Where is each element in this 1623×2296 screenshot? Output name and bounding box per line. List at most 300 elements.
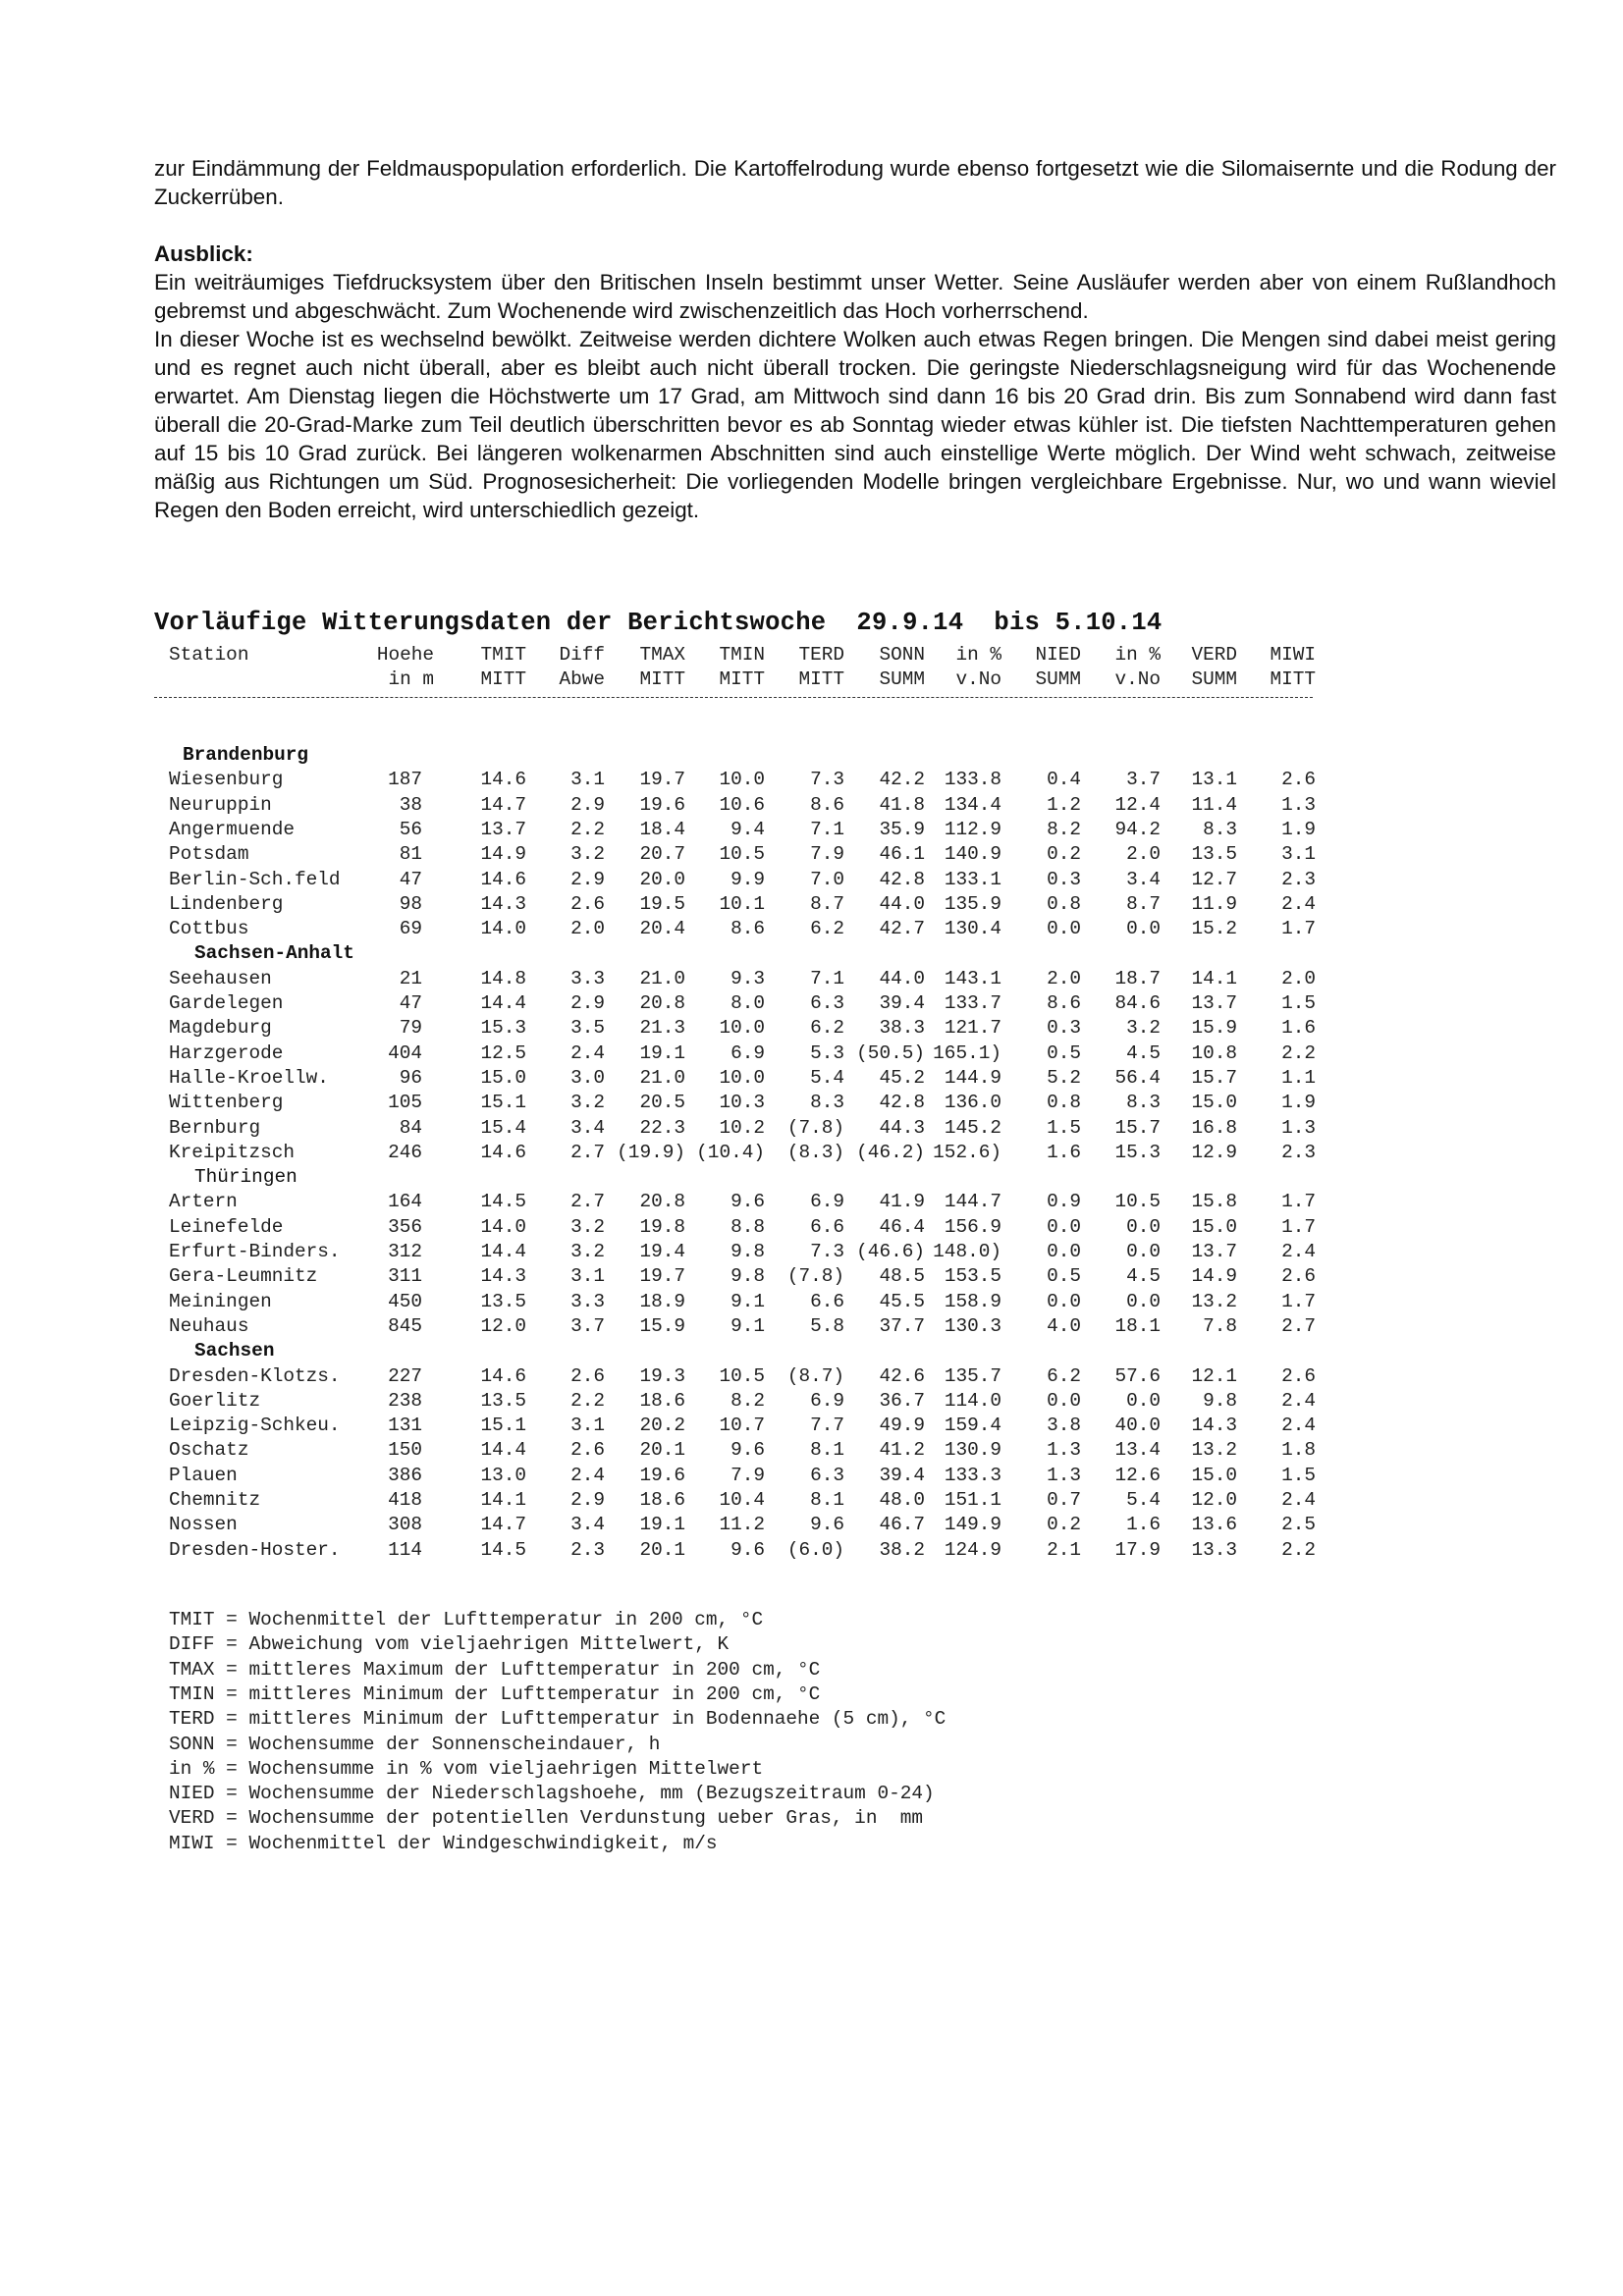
table-cell: 9.6 bbox=[810, 1514, 844, 1536]
table-cell: 1.1 bbox=[1281, 1066, 1316, 1089]
table-cell: 6.9 bbox=[810, 1389, 844, 1412]
table-cell: 1.8 bbox=[1281, 1439, 1316, 1462]
table-cell: 2.4 bbox=[1281, 1415, 1316, 1437]
table-cell: 112.9 bbox=[944, 818, 1001, 840]
station-name: Bernburg bbox=[169, 1116, 261, 1139]
table-cell: 6.3 bbox=[810, 1464, 844, 1486]
table-cell: 7.8 bbox=[1203, 1314, 1237, 1337]
table-cell: 5.4 bbox=[1126, 1489, 1161, 1511]
table-cell: 18.1 bbox=[1114, 1314, 1161, 1337]
table-cell: 41.2 bbox=[879, 1439, 925, 1462]
table-cell: 10.4 bbox=[719, 1489, 765, 1511]
table-cell: 2.6 bbox=[570, 1439, 605, 1462]
table-cell: 14.5 bbox=[480, 1191, 526, 1213]
table-cell: 7.1 bbox=[810, 818, 844, 840]
table-cell: 15.2 bbox=[1191, 918, 1237, 940]
table-cell: (7.8) bbox=[786, 1116, 844, 1139]
table-cell: 0.3 bbox=[1047, 868, 1081, 890]
table-cell: 8.6 bbox=[1047, 992, 1081, 1014]
table-cell: 20.1 bbox=[639, 1439, 685, 1462]
table-cell: 36.7 bbox=[879, 1389, 925, 1412]
table-cell: 3.5 bbox=[570, 1017, 605, 1040]
station-name: Kreipitzsch bbox=[169, 1141, 295, 1163]
table-cell: 1.5 bbox=[1281, 1464, 1316, 1486]
table-cell: 0.8 bbox=[1047, 1092, 1081, 1114]
table-cell: 12.0 bbox=[480, 1314, 526, 1337]
table-cell: 20.7 bbox=[639, 843, 685, 866]
table-cell: 13.7 bbox=[1191, 1241, 1237, 1262]
outlook-heading: Ausblick: bbox=[154, 241, 253, 266]
table-cell: 3.2 bbox=[570, 1092, 605, 1114]
table-cell: 5.4 bbox=[810, 1066, 844, 1089]
table-cell: 6.3 bbox=[810, 992, 844, 1014]
table-cell: 4.0 bbox=[1047, 1314, 1081, 1337]
table-cell: 2.7 bbox=[570, 1191, 605, 1213]
table-cell: 0.0 bbox=[1047, 1290, 1081, 1312]
region-heading: Brandenburg bbox=[183, 744, 308, 766]
table-cell: 0.0 bbox=[1047, 1215, 1081, 1238]
table-cell: 1.6 bbox=[1126, 1514, 1161, 1536]
table-cell: 9.4 bbox=[730, 818, 765, 840]
table-cell: 4.5 bbox=[1126, 1041, 1161, 1064]
station-name: Chemnitz bbox=[169, 1489, 261, 1511]
table-cell: 0.8 bbox=[1047, 892, 1081, 915]
table-cell: 39.4 bbox=[879, 992, 925, 1014]
table-cell: 8.2 bbox=[1047, 818, 1081, 840]
table-cell: 41.8 bbox=[879, 793, 925, 816]
table-cell: 0.2 bbox=[1047, 843, 1081, 866]
table-cell: 9.9 bbox=[730, 868, 765, 890]
table-cell: (6.0) bbox=[786, 1538, 844, 1561]
table-cell: 14.4 bbox=[480, 992, 526, 1014]
legend-line: TERD = mittleres Minimum der Lufttemperatur in Bodennaehe (5 cm), °C bbox=[169, 1708, 947, 1731]
station-name: Goerlitz bbox=[169, 1389, 261, 1412]
header-cell: MITT bbox=[719, 668, 765, 690]
table-cell: 6.6 bbox=[810, 1290, 844, 1312]
table-cell: 14.1 bbox=[1191, 967, 1237, 989]
table-cell: 143.1 bbox=[944, 967, 1001, 989]
table-cell: 148.0) bbox=[933, 1241, 1001, 1262]
table-cell: 19.3 bbox=[639, 1364, 685, 1387]
table-cell: 42.8 bbox=[879, 868, 925, 890]
table-cell: 12.9 bbox=[1191, 1141, 1237, 1163]
table-cell: 0.0 bbox=[1047, 1389, 1081, 1412]
header-cell: MITT bbox=[1270, 668, 1316, 690]
table-cell: 418 bbox=[388, 1489, 422, 1511]
table-cell: (7.8) bbox=[786, 1265, 844, 1288]
table-cell: 4.5 bbox=[1126, 1265, 1161, 1288]
table-cell: 14.6 bbox=[480, 1364, 526, 1387]
table-cell: 9.3 bbox=[730, 967, 765, 989]
legend-line: TMAX = mittleres Maximum der Lufttemperatur in 200 cm, °C bbox=[169, 1658, 821, 1681]
header-cell: in % bbox=[1114, 644, 1161, 666]
table-cell: 15.7 bbox=[1114, 1116, 1161, 1139]
table-cell: 44.0 bbox=[879, 892, 925, 915]
table-cell: 10.1 bbox=[719, 892, 765, 915]
table-cell: 8.2 bbox=[730, 1389, 765, 1412]
table-cell: 19.7 bbox=[639, 1265, 685, 1288]
table-cell: 2.9 bbox=[570, 793, 605, 816]
table-cell: 8.1 bbox=[810, 1489, 844, 1511]
table-cell: 124.9 bbox=[944, 1538, 1001, 1561]
table-cell: 38.2 bbox=[879, 1538, 925, 1561]
table-cell: 13.5 bbox=[480, 1389, 526, 1412]
table-cell: 0.5 bbox=[1047, 1265, 1081, 1288]
table-cell: 19.6 bbox=[639, 793, 685, 816]
table-cell: 133.3 bbox=[944, 1464, 1001, 1486]
table-cell: 42.8 bbox=[879, 1092, 925, 1114]
station-name: Seehausen bbox=[169, 967, 272, 989]
table-cell: 238 bbox=[388, 1389, 422, 1412]
header-cell: MITT bbox=[639, 668, 685, 690]
table-cell: 8.3 bbox=[810, 1092, 844, 1114]
table-cell: (8.7) bbox=[786, 1364, 844, 1387]
table-cell: 21.3 bbox=[639, 1017, 685, 1040]
table-cell: 151.1 bbox=[944, 1489, 1001, 1511]
table-cell: 0.0 bbox=[1126, 918, 1161, 940]
station-name: Cottbus bbox=[169, 918, 249, 940]
table-cell: 7.3 bbox=[810, 769, 844, 791]
table-cell: 20.8 bbox=[639, 992, 685, 1014]
table-cell: 10.0 bbox=[719, 769, 765, 791]
table-cell: 144.7 bbox=[944, 1191, 1001, 1213]
table-cell: 152.6) bbox=[933, 1141, 1001, 1163]
table-cell: 130.4 bbox=[944, 918, 1001, 940]
table-cell: 12.5 bbox=[480, 1041, 526, 1064]
station-name: Neuhaus bbox=[169, 1314, 249, 1337]
table-cell: 0.3 bbox=[1047, 1017, 1081, 1040]
table-cell: 2.2 bbox=[570, 818, 605, 840]
table-cell: 0.0 bbox=[1126, 1389, 1161, 1412]
table-cell: 21.0 bbox=[639, 967, 685, 989]
table-cell: 8.1 bbox=[810, 1439, 844, 1462]
table-cell: 1.3 bbox=[1047, 1439, 1081, 1462]
station-name: Berlin-Sch.feld bbox=[169, 868, 341, 890]
region-heading: Sachsen bbox=[194, 1340, 275, 1362]
table-cell: 49.9 bbox=[879, 1415, 925, 1437]
header-cell: TERD bbox=[798, 644, 844, 666]
table-cell: 13.5 bbox=[480, 1290, 526, 1312]
table-cell: 311 bbox=[388, 1265, 422, 1288]
table-cell: 56.4 bbox=[1114, 1066, 1161, 1089]
station-name: Leinefelde bbox=[169, 1215, 284, 1238]
table-cell: 2.2 bbox=[1281, 1538, 1316, 1561]
table-cell: 11.4 bbox=[1191, 793, 1237, 816]
header-cell: Diff bbox=[559, 644, 605, 666]
table-cell: 1.7 bbox=[1281, 1290, 1316, 1312]
table-cell: 2.5 bbox=[1281, 1514, 1316, 1536]
table-cell: 13.3 bbox=[1191, 1538, 1237, 1561]
table-cell: 17.9 bbox=[1114, 1538, 1161, 1561]
table-cell: 2.1 bbox=[1047, 1538, 1081, 1561]
table-cell: 3.4 bbox=[1126, 868, 1161, 890]
table-cell: 135.7 bbox=[944, 1364, 1001, 1387]
table-cell: 46.4 bbox=[879, 1215, 925, 1238]
table-cell: 3.1 bbox=[570, 1265, 605, 1288]
table-cell: 9.6 bbox=[730, 1191, 765, 1213]
station-name: Dresden-Hoster. bbox=[169, 1538, 341, 1561]
table-cell: 1.3 bbox=[1281, 1116, 1316, 1139]
table-cell: 19.7 bbox=[639, 769, 685, 791]
table-cell: 0.0 bbox=[1126, 1290, 1161, 1312]
table-cell: 2.9 bbox=[570, 868, 605, 890]
table-cell: 3.7 bbox=[570, 1314, 605, 1337]
table-cell: 0.2 bbox=[1047, 1514, 1081, 1536]
table-cell: 0.0 bbox=[1126, 1215, 1161, 1238]
table-cell: 15.3 bbox=[480, 1017, 526, 1040]
table-cell: 14.9 bbox=[1191, 1265, 1237, 1288]
table-cell: 1.6 bbox=[1047, 1141, 1081, 1163]
table-cell: 450 bbox=[388, 1290, 422, 1312]
station-name: Angermuende bbox=[169, 818, 295, 840]
table-cell: 8.7 bbox=[810, 892, 844, 915]
table-cell: 16.8 bbox=[1191, 1116, 1237, 1139]
table-cell: (19.9) bbox=[617, 1141, 685, 1163]
table-cell: 20.5 bbox=[639, 1092, 685, 1114]
table-cell: 48.0 bbox=[879, 1489, 925, 1511]
station-name: Neuruppin bbox=[169, 793, 272, 816]
table-cell: 10.5 bbox=[719, 1364, 765, 1387]
table-cell: 10.5 bbox=[1114, 1191, 1161, 1213]
header-cell: SUMM bbox=[1191, 668, 1237, 690]
table-cell: 12.7 bbox=[1191, 868, 1237, 890]
table-cell: 133.7 bbox=[944, 992, 1001, 1014]
table-cell: 35.9 bbox=[879, 818, 925, 840]
table-cell: 45.2 bbox=[879, 1066, 925, 1089]
table-cell: 15.4 bbox=[480, 1116, 526, 1139]
table-cell: 1.7 bbox=[1281, 1215, 1316, 1238]
table-cell: 8.6 bbox=[810, 793, 844, 816]
table-cell: 0.9 bbox=[1047, 1191, 1081, 1213]
header-cell: MITT bbox=[798, 668, 844, 690]
table-cell: 14.8 bbox=[480, 967, 526, 989]
table-cell: 14.6 bbox=[480, 1141, 526, 1163]
station-name: Harzgerode bbox=[169, 1041, 284, 1064]
table-cell: 6.6 bbox=[810, 1215, 844, 1238]
station-name: Erfurt-Binders. bbox=[169, 1241, 341, 1262]
table-cell: 2.7 bbox=[570, 1141, 605, 1163]
table-cell: 15.3 bbox=[1114, 1141, 1161, 1163]
table-cell: 13.4 bbox=[1114, 1439, 1161, 1462]
table-cell: 145.2 bbox=[944, 1116, 1001, 1139]
table-cell: 0.0 bbox=[1126, 1241, 1161, 1262]
table-cell: 14.7 bbox=[480, 793, 526, 816]
legend-line: TMIT = Wochenmittel der Lufttemperatur in 200 cm, °C bbox=[169, 1609, 764, 1630]
table-cell: 45.5 bbox=[879, 1290, 925, 1312]
table-cell: 164 bbox=[388, 1191, 422, 1213]
table-cell: 187 bbox=[388, 769, 422, 791]
table-cell: (10.4) bbox=[696, 1141, 765, 1163]
station-name: Potsdam bbox=[169, 843, 249, 866]
table-cell: 6.9 bbox=[810, 1191, 844, 1213]
table-cell: 39.4 bbox=[879, 1464, 925, 1486]
table-cell: 7.1 bbox=[810, 967, 844, 989]
table-cell: 10.7 bbox=[719, 1415, 765, 1437]
table-cell: 5.3 bbox=[810, 1041, 844, 1064]
outlook-paragraph-2: In dieser Woche ist es wechselnd bewölkt. Zeitweise werden dichtere Wolken auch etwas Regen bringen. Die Mengen sind dabei meist gering und es regnet auch nicht überall, aber es bleibt auch nicht überall trocken. Die geringste Niederschlagsneigung wird für das Wochenende erwartet. Am Dienstag liegen die Höchstwerte um 17 Grad, am Mittwoch sind dann 16 bis 20 Grad drin. Bis zum Sonnabend wird dann fast überall die 20-Grad-Marke zum Teil deutlich überschritten bevor es ab Sonntag wieder etwas kühler ist. Die tiefsten Nachttemperaturen gehen auf 15 bis 10 Grad zurück. Bei längeren wolkenarmen Abschnitten sind auch einstellige Werte möglich. Der Wind weht schwach, zeitweise mäßig aus Richtungen um Süd. Prognosesicherheit: Die vorliegenden Modelle bringen vergleichbare Ergebnisse. Nur, wo und wann wieviel Regen den Boden erreicht, wird unterschiedlich gezeigt. bbox=[154, 327, 1556, 522]
table-cell: 10.3 bbox=[719, 1092, 765, 1114]
station-name: Artern bbox=[169, 1191, 238, 1213]
outlook-section bbox=[154, 268, 1556, 524]
table-cell: (46.2) bbox=[856, 1141, 925, 1163]
table-cell: 227 bbox=[388, 1364, 422, 1387]
table-cell: 47 bbox=[399, 992, 422, 1014]
table-cell: 15.1 bbox=[480, 1415, 526, 1437]
table-cell: 13.6 bbox=[1191, 1514, 1237, 1536]
table-cell: 69 bbox=[399, 918, 422, 940]
table-cell: 9.1 bbox=[730, 1314, 765, 1337]
table-cell: 2.0 bbox=[1126, 843, 1161, 866]
table-cell: 57.6 bbox=[1114, 1364, 1161, 1387]
table-cell: 18.9 bbox=[639, 1290, 685, 1312]
table-cell: 133.1 bbox=[944, 868, 1001, 890]
table-cell: 14.6 bbox=[480, 769, 526, 791]
table-cell: 9.6 bbox=[730, 1538, 765, 1561]
table-cell: 13.7 bbox=[480, 818, 526, 840]
station-name: Oschatz bbox=[169, 1439, 249, 1462]
header-cell: SUMM bbox=[879, 668, 925, 690]
table-cell: 41.9 bbox=[879, 1191, 925, 1213]
table-cell: 5.2 bbox=[1047, 1066, 1081, 1089]
table-cell: 1.3 bbox=[1047, 1464, 1081, 1486]
table-cell: 6.2 bbox=[810, 1017, 844, 1040]
table-cell: 44.3 bbox=[879, 1116, 925, 1139]
header-cell: Hoehe bbox=[376, 644, 434, 666]
table-cell: 1.2 bbox=[1047, 793, 1081, 816]
table-cell: 18.6 bbox=[639, 1489, 685, 1511]
table-cell: 81 bbox=[399, 843, 422, 866]
table-cell: 14.6 bbox=[480, 868, 526, 890]
table-cell: 15.7 bbox=[1191, 1066, 1237, 1089]
table-cell: 15.0 bbox=[480, 1066, 526, 1089]
table-cell: 1.9 bbox=[1281, 1092, 1316, 1114]
table-cell: 42.6 bbox=[879, 1364, 925, 1387]
table-cell: 133.8 bbox=[944, 769, 1001, 791]
table-cell: 2.2 bbox=[1281, 1041, 1316, 1064]
table-cell: 79 bbox=[399, 1017, 422, 1040]
header-cell: SUMM bbox=[1035, 668, 1081, 690]
header-cell: TMIT bbox=[480, 644, 526, 666]
region-heading: Thüringen bbox=[194, 1166, 298, 1189]
table-cell: 0.4 bbox=[1047, 769, 1081, 791]
table-cell: (46.6) bbox=[856, 1241, 925, 1262]
table-cell: 0.0 bbox=[1047, 1241, 1081, 1262]
table-cell: 2.9 bbox=[570, 992, 605, 1014]
table-cell: 20.0 bbox=[639, 868, 685, 890]
table-cell: 404 bbox=[388, 1041, 422, 1064]
intro-paragraph bbox=[154, 154, 1556, 211]
table-cell: 140.9 bbox=[944, 843, 1001, 866]
table-cell: 14.7 bbox=[480, 1514, 526, 1536]
table-cell: 42.7 bbox=[879, 918, 925, 940]
header-cell-station: Station bbox=[169, 644, 249, 666]
table-cell: 246 bbox=[388, 1141, 422, 1163]
header-cell: MIWI bbox=[1270, 644, 1316, 666]
table-cell: 158.9 bbox=[944, 1290, 1001, 1312]
table-cell: 153.5 bbox=[944, 1265, 1001, 1288]
table-cell: 2.6 bbox=[570, 892, 605, 915]
station-name: Wiesenburg bbox=[169, 769, 284, 791]
table-cell: 2.4 bbox=[570, 1464, 605, 1486]
table-cell: 7.9 bbox=[810, 843, 844, 866]
table-cell: 7.9 bbox=[730, 1464, 765, 1486]
table-cell: 14.3 bbox=[480, 892, 526, 915]
legend-line: DIFF = Abweichung vom vieljaehrigen Mittelwert, K bbox=[169, 1633, 730, 1656]
table-cell: 14.5 bbox=[480, 1538, 526, 1561]
region-heading: Sachsen-Anhalt bbox=[194, 942, 354, 965]
table-cell: 3.1 bbox=[570, 1415, 605, 1437]
table-cell: 9.1 bbox=[730, 1290, 765, 1312]
table-cell: 2.6 bbox=[570, 1364, 605, 1387]
table-cell: 2.0 bbox=[1281, 967, 1316, 989]
table-cell: 150 bbox=[388, 1439, 422, 1462]
station-name: Magdeburg bbox=[169, 1017, 272, 1040]
table-cell: 3.0 bbox=[570, 1066, 605, 1089]
table-cell: 156.9 bbox=[944, 1215, 1001, 1238]
table-cell: 19.1 bbox=[639, 1041, 685, 1064]
table-cell: 3.8 bbox=[1047, 1415, 1081, 1437]
table-cell: 13.2 bbox=[1191, 1439, 1237, 1462]
table-cell: 6.2 bbox=[810, 918, 844, 940]
legend-line: in % = Wochensumme in % vom vieljaehrigen Mittelwert bbox=[169, 1757, 764, 1780]
table-cell: 114.0 bbox=[944, 1389, 1001, 1412]
header-cell: VERD bbox=[1191, 644, 1237, 666]
legend-line: TMIN = mittleres Minimum der Lufttemperatur in 200 cm, °C bbox=[169, 1682, 821, 1705]
table-cell: 3.3 bbox=[570, 967, 605, 989]
table-cell: 8.0 bbox=[730, 992, 765, 1014]
table-cell: 386 bbox=[388, 1464, 422, 1486]
table-cell: 2.0 bbox=[570, 918, 605, 940]
table-cell: 13.2 bbox=[1191, 1290, 1237, 1312]
table-cell: 2.3 bbox=[1281, 868, 1316, 890]
table-cell: 13.5 bbox=[1191, 843, 1237, 866]
table-cell: 84.6 bbox=[1114, 992, 1161, 1014]
table-cell: 14.9 bbox=[480, 843, 526, 866]
table-cell: 2.4 bbox=[1281, 1241, 1316, 1262]
table-cell: 46.7 bbox=[879, 1514, 925, 1536]
station-name: Gardelegen bbox=[169, 992, 284, 1014]
table-cell: (50.5) bbox=[856, 1041, 925, 1064]
table-cell: 114 bbox=[388, 1538, 422, 1561]
table-cell: 9.8 bbox=[730, 1241, 765, 1262]
table-cell: 19.4 bbox=[639, 1241, 685, 1262]
table-cell: 12.1 bbox=[1191, 1364, 1237, 1387]
header-cell: v.No bbox=[955, 668, 1001, 690]
table-cell: 12.4 bbox=[1114, 793, 1161, 816]
table-cell: 2.9 bbox=[570, 1489, 605, 1511]
table-cell: 1.9 bbox=[1281, 818, 1316, 840]
table-header-divider bbox=[154, 697, 1313, 700]
table-cell: 9.8 bbox=[730, 1265, 765, 1288]
table-cell: 3.2 bbox=[570, 1241, 605, 1262]
table-cell: 20.2 bbox=[639, 1415, 685, 1437]
table-cell: 2.6 bbox=[1281, 769, 1316, 791]
table-cell: (8.3) bbox=[786, 1141, 844, 1163]
table-cell: 15.0 bbox=[1191, 1092, 1237, 1114]
table-cell: 1.5 bbox=[1281, 992, 1316, 1014]
table-cell: 136.0 bbox=[944, 1092, 1001, 1114]
station-name: Dresden-Klotzs. bbox=[169, 1364, 341, 1387]
table-cell: 15.0 bbox=[1191, 1464, 1237, 1486]
table-cell: 130.3 bbox=[944, 1314, 1001, 1337]
table-cell: 20.1 bbox=[639, 1538, 685, 1561]
header-cell: NIED bbox=[1035, 644, 1081, 666]
table-cell: 0.7 bbox=[1047, 1489, 1081, 1511]
table-cell: 8.8 bbox=[730, 1215, 765, 1238]
table-cell: 14.3 bbox=[1191, 1415, 1237, 1437]
table-cell: 12.0 bbox=[1191, 1489, 1237, 1511]
table-cell: 12.6 bbox=[1114, 1464, 1161, 1486]
